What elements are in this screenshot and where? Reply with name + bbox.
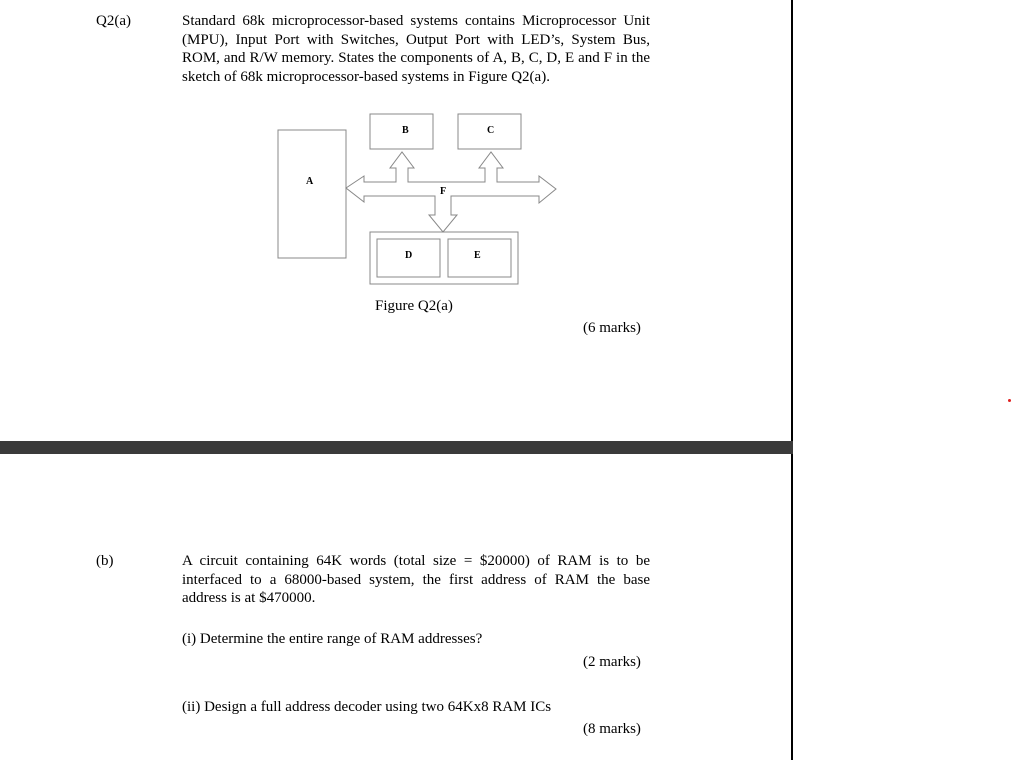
system-bus-f (346, 152, 556, 232)
figure-q2a-diagram (270, 108, 570, 290)
question-part-ii: (ii) Design a full address decoder using two 64Kx8 RAM ICs (182, 699, 552, 715)
page-separator (0, 441, 793, 454)
block-a-label: A (306, 176, 314, 187)
block-diagram-svg (270, 108, 570, 290)
question-part-i: (i) Determine the entire range of RAM addresses? (182, 631, 483, 647)
block-b-label: B (402, 125, 409, 136)
block-c-label: C (487, 125, 495, 136)
block-de-container (370, 232, 518, 284)
block-e-label: E (474, 250, 481, 261)
red-dot-marker (1008, 399, 1011, 402)
figure-caption: Figure Q2(a) (375, 298, 453, 314)
question-label-q2b: (b) (96, 553, 114, 569)
marks-part-ii: (8 marks) (583, 721, 641, 737)
block-d-label: D (405, 250, 413, 261)
question-text-q2a: Standard 68k microprocessor-based systems contains Microprocessor Unit (MPU), Input Port with Switches, Output Port with LED’s, System Bus, ROM, and R/W memory. States the components of A, B, C, D, E and F in the sketch of 68k microprocessor-based systems in Figure Q2(a). (182, 13, 650, 85)
page-right-border (791, 0, 793, 760)
question-text-q2b: A circuit containing 64K words (total size = $20000) of RAM is to be interfaced to a 68000-based system, the first address of RAM the base address is at $470000. (182, 553, 650, 606)
block-a (278, 130, 346, 258)
question-label-q2a: Q2(a) (96, 13, 131, 29)
bus-f-label: F (440, 186, 447, 197)
marks-part-i: (2 marks) (583, 654, 641, 670)
marks-q2a: (6 marks) (583, 320, 641, 336)
